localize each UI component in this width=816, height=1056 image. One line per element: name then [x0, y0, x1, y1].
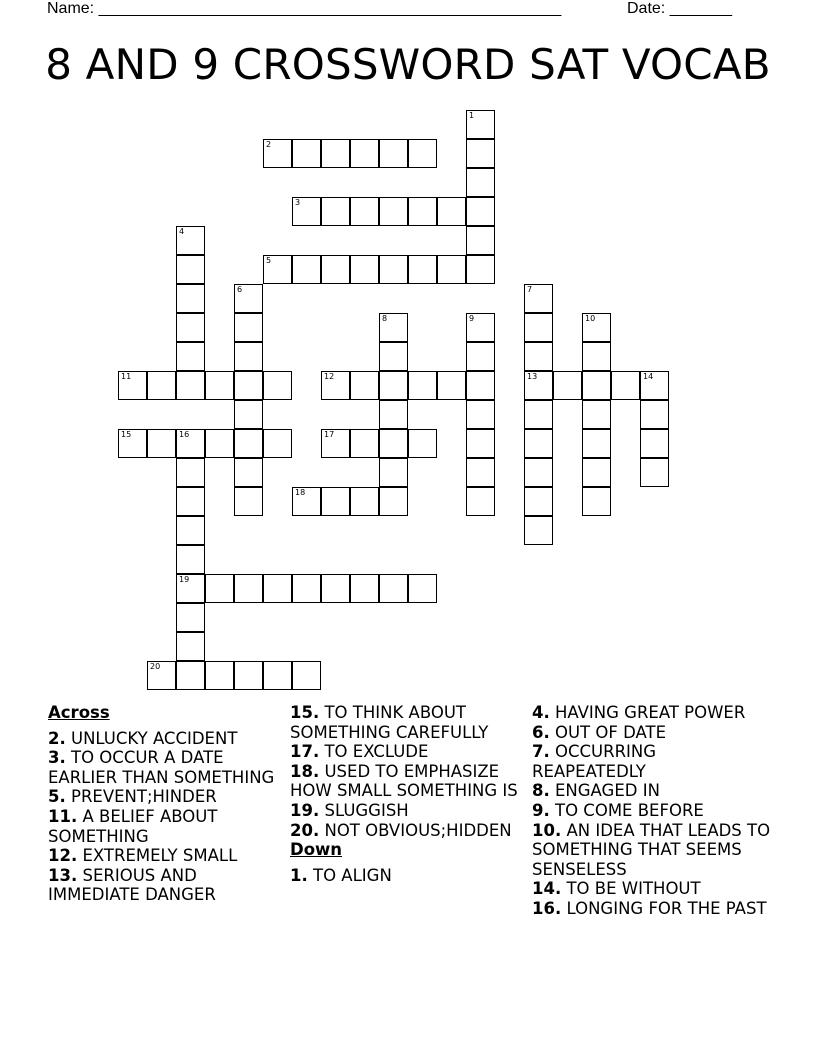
cell-number: 14 — [643, 372, 654, 381]
grid-cell[interactable] — [321, 487, 350, 516]
clues-column-2 — [290, 703, 525, 885]
cell-number: 2 — [266, 140, 272, 149]
grid-cell[interactable] — [379, 400, 408, 429]
grid-cell[interactable] — [408, 139, 437, 168]
grid-cell[interactable] — [437, 371, 466, 400]
grid-cell[interactable] — [408, 371, 437, 400]
grid-cell[interactable] — [205, 574, 234, 603]
grid-cell[interactable] — [176, 661, 205, 690]
grid-cell[interactable] — [263, 429, 292, 458]
grid-cell[interactable] — [234, 429, 263, 458]
grid-cell[interactable] — [524, 400, 553, 429]
grid-cell[interactable] — [176, 458, 205, 487]
cell-number: 6 — [237, 285, 243, 294]
grid-cell[interactable] — [379, 139, 408, 168]
grid-cell[interactable] — [466, 458, 495, 487]
grid-cell[interactable] — [466, 371, 495, 400]
grid-cell[interactable] — [292, 574, 321, 603]
grid-cell[interactable] — [350, 487, 379, 516]
cell-number: 10 — [585, 314, 596, 323]
clue-across-13: 13. SERIOUS AND IMMEDIATE DANGER — [48, 865, 216, 905]
grid-cell[interactable] — [582, 487, 611, 516]
grid-cell[interactable] — [234, 371, 263, 400]
grid-cell[interactable] — [205, 371, 234, 400]
grid-cell[interactable] — [640, 458, 669, 487]
grid-cell[interactable] — [524, 429, 553, 458]
grid-cell[interactable] — [263, 255, 292, 284]
grid-cell[interactable] — [176, 545, 205, 574]
grid-cell[interactable] — [379, 255, 408, 284]
name-field-label: Name: ____________________________________________________ — [47, 0, 562, 17]
grid-cell[interactable] — [321, 574, 350, 603]
grid-cell[interactable] — [640, 400, 669, 429]
grid-cell[interactable] — [379, 574, 408, 603]
grid-cell[interactable] — [205, 429, 234, 458]
grid-cell[interactable] — [553, 371, 582, 400]
grid-cell[interactable] — [640, 371, 669, 400]
grid-cell[interactable] — [524, 487, 553, 516]
grid-cell[interactable] — [176, 313, 205, 342]
grid-cell[interactable] — [379, 342, 408, 371]
grid-cell[interactable] — [234, 458, 263, 487]
grid-cell[interactable] — [234, 574, 263, 603]
cell-number: 20 — [150, 662, 161, 671]
grid-cell[interactable] — [466, 313, 495, 342]
grid-cell[interactable] — [466, 342, 495, 371]
grid-cell[interactable] — [263, 139, 292, 168]
grid-cell[interactable] — [234, 313, 263, 342]
grid-cell[interactable] — [350, 574, 379, 603]
clue-down-4: 4. HAVING GREAT POWER — [532, 703, 746, 722]
grid-cell[interactable] — [466, 400, 495, 429]
clues-column-1 — [48, 703, 283, 905]
clue-down-14: 14. TO BE WITHOUT — [532, 879, 701, 899]
clues-column-3 — [532, 703, 772, 919]
clue-across-17: 17. TO EXCLUDE — [290, 742, 429, 762]
grid-cell[interactable] — [582, 400, 611, 429]
clue-across-15: 15. TO THINK ABOUT SOMETHING CAREFULLY — [290, 703, 489, 742]
grid-cell[interactable] — [640, 429, 669, 458]
grid-cell[interactable] — [321, 255, 350, 284]
clue-down-1: 1. TO ALIGN — [290, 865, 392, 885]
grid-cell[interactable] — [524, 458, 553, 487]
grid-cell[interactable] — [176, 574, 205, 603]
clue-down-8: 8. ENGAGED IN — [532, 781, 660, 801]
grid-cell[interactable] — [408, 574, 437, 603]
clue-down-9: 9. TO COME BEFORE — [532, 800, 704, 820]
grid-cell[interactable] — [147, 371, 176, 400]
cell-number: 7 — [527, 285, 533, 294]
grid-cell[interactable] — [466, 487, 495, 516]
grid-cell[interactable] — [292, 487, 321, 516]
grid-cell[interactable] — [466, 226, 495, 255]
grid-cell[interactable] — [176, 603, 205, 632]
grid-cell[interactable] — [118, 371, 147, 400]
cell-number: 1 — [469, 111, 475, 120]
grid-cell[interactable] — [176, 342, 205, 371]
grid-cell[interactable] — [466, 110, 495, 139]
grid-cell[interactable] — [408, 429, 437, 458]
grid-cell[interactable] — [524, 284, 553, 313]
page-title: 8 AND 9 CROSSWORD SAT VOCAB — [45, 40, 771, 89]
grid-cell[interactable] — [263, 371, 292, 400]
grid-cell[interactable] — [437, 255, 466, 284]
cell-number: 18 — [295, 488, 306, 497]
grid-cell[interactable] — [408, 255, 437, 284]
clue-down-7: 7. OCCURRING REAPEATEDLY — [532, 742, 657, 781]
grid-cell[interactable] — [582, 458, 611, 487]
grid-cell[interactable] — [205, 661, 234, 690]
grid-cell[interactable] — [466, 429, 495, 458]
grid-cell[interactable] — [176, 632, 205, 661]
grid-cell[interactable] — [147, 661, 176, 690]
cell-number: 17 — [324, 430, 335, 439]
grid-cell[interactable] — [379, 371, 408, 400]
cell-number: 19 — [179, 575, 190, 584]
grid-cell[interactable] — [321, 429, 350, 458]
grid-cell[interactable] — [379, 197, 408, 226]
grid-cell[interactable] — [582, 342, 611, 371]
grid-cell[interactable] — [350, 139, 379, 168]
grid-cell[interactable] — [466, 197, 495, 226]
grid-cell[interactable] — [176, 255, 205, 284]
cell-number: 15 — [121, 430, 132, 439]
clue-across-12: 12. EXTREMELY SMALL — [48, 846, 238, 866]
grid-cell[interactable] — [263, 661, 292, 690]
clue-across-20: 20. NOT OBVIOUS;HIDDEN — [290, 820, 512, 840]
clue-across-2: 2. UNLUCKY ACCIDENT — [48, 728, 238, 748]
grid-cell[interactable] — [176, 516, 205, 545]
grid-cell[interactable] — [176, 429, 205, 458]
grid-cell[interactable] — [234, 487, 263, 516]
grid-cell[interactable] — [524, 313, 553, 342]
grid-cell[interactable] — [292, 139, 321, 168]
grid-cell[interactable] — [524, 516, 553, 545]
date-field-label: Date: _______ — [627, 0, 732, 17]
clue-across-19: 19. SLUGGISH — [290, 800, 409, 820]
grid-cell[interactable] — [263, 574, 292, 603]
clue-down-16: 16. LONGING FOR THE PAST — [532, 898, 767, 918]
grid-cell[interactable] — [234, 284, 263, 313]
clue-across-18: 18. USED TO EMPHASIZE HOW SMALL SOMETHING IS — [290, 761, 518, 801]
grid-cell[interactable] — [321, 197, 350, 226]
grid-cell[interactable] — [234, 661, 263, 690]
cell-number: 5 — [266, 256, 272, 265]
down-heading: Down — [290, 840, 343, 860]
grid-cell[interactable] — [408, 197, 437, 226]
grid-cell[interactable] — [292, 255, 321, 284]
cell-number: 9 — [469, 314, 475, 323]
grid-cell[interactable] — [176, 226, 205, 255]
grid-cell[interactable] — [466, 139, 495, 168]
grid-cell[interactable] — [176, 371, 205, 400]
cell-number: 4 — [179, 227, 185, 236]
grid-cell[interactable] — [524, 342, 553, 371]
grid-cell[interactable] — [379, 429, 408, 458]
grid-cell[interactable] — [350, 429, 379, 458]
cell-number: 3 — [295, 198, 301, 207]
clue-across-5: 5. PREVENT;HINDER — [48, 787, 217, 807]
grid-cell[interactable] — [582, 371, 611, 400]
grid-cell[interactable] — [176, 284, 205, 313]
grid-cell[interactable] — [147, 429, 176, 458]
grid-cell[interactable] — [437, 197, 466, 226]
grid-cell[interactable] — [379, 458, 408, 487]
cell-number: 13 — [527, 372, 538, 381]
clue-down-10: 10. AN IDEA THAT LEADS TO SOMETHING THAT SEEMS SENSELESS — [532, 820, 771, 879]
clue-across-11: 11. A BELIEF ABOUT SOMETHING — [48, 806, 218, 846]
cell-number: 12 — [324, 372, 335, 381]
grid-cell[interactable] — [611, 371, 640, 400]
across-heading: Across — [48, 703, 110, 722]
grid-cell[interactable] — [292, 197, 321, 226]
grid-cell[interactable] — [466, 168, 495, 197]
grid-cell[interactable] — [379, 313, 408, 342]
grid-cell[interactable] — [292, 661, 321, 690]
grid-cell[interactable] — [234, 400, 263, 429]
grid-cell[interactable] — [379, 487, 408, 516]
grid-cell[interactable] — [234, 342, 263, 371]
grid-cell[interactable] — [176, 487, 205, 516]
grid-cell[interactable] — [350, 255, 379, 284]
grid-cell[interactable] — [350, 371, 379, 400]
cell-number: 8 — [382, 314, 388, 323]
grid-cell[interactable] — [321, 371, 350, 400]
grid-cell[interactable] — [350, 197, 379, 226]
clue-across-3: 3. TO OCCUR A DATE EARLIER THAN SOMETHING — [48, 748, 275, 787]
grid-cell[interactable] — [466, 255, 495, 284]
grid-cell[interactable] — [582, 313, 611, 342]
cell-number: 16 — [179, 430, 190, 439]
grid-cell[interactable] — [118, 429, 147, 458]
clue-down-6: 6. OUT OF DATE — [532, 722, 667, 742]
grid-cell[interactable] — [582, 429, 611, 458]
grid-cell[interactable] — [524, 371, 553, 400]
cell-number: 11 — [121, 372, 132, 381]
grid-cell[interactable] — [321, 139, 350, 168]
